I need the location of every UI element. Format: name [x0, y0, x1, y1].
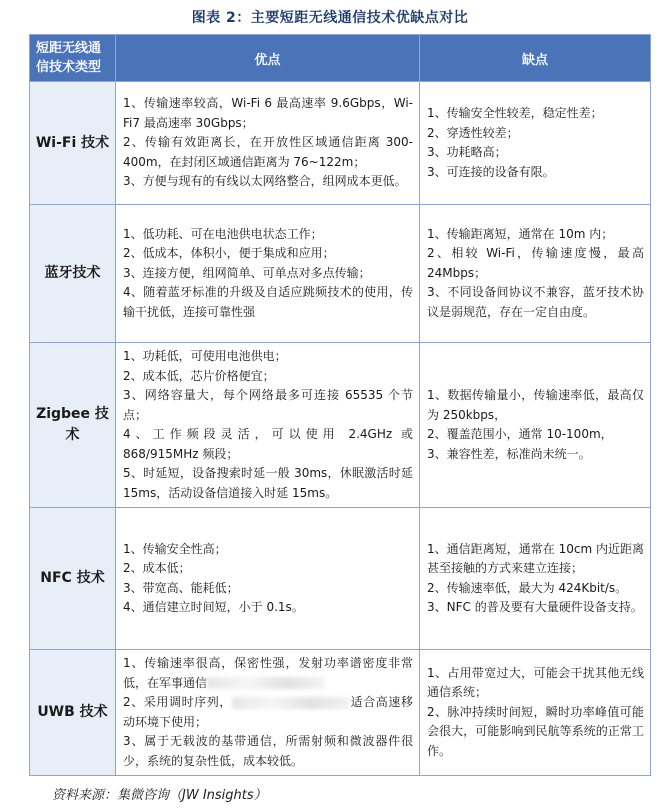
- table-row-wifi: [30, 82, 651, 205]
- pros-uwb: [116, 650, 420, 776]
- header-pros: 优点: [116, 35, 420, 82]
- pros-nfc: [116, 508, 420, 650]
- pros-item: [123, 654, 413, 693]
- pros-text: 适合高速移动环境下使用；: [123, 695, 413, 729]
- table-header-row: [30, 35, 651, 82]
- pros-item: 3、网络容量大，每个网络最多可连接 65535 个节点；: [123, 388, 413, 422]
- pros-item: 3、方便与现有的有线以太网络整合，组网成本更低。: [123, 174, 407, 189]
- pros-item: 3、带宽高、能耗低；: [123, 580, 239, 595]
- cons-item: 1、传输安全性较差，稳定性差；: [427, 106, 603, 120]
- cons-item: 2、穿透性较差；: [427, 125, 519, 140]
- cons-bluetooth: [420, 205, 651, 343]
- header-tech-type: 短距无线通信技术类型: [30, 35, 116, 82]
- figure-title: 图表 2：主要短距无线通信技术优缺点对比: [191, 10, 469, 26]
- cons-item: 2、脉冲持续时间短，瞬时功率峰值可能会很大，可能影响到民航等系统的正常工作。: [427, 704, 644, 758]
- tech-name-wifi: Wi-Fi 技术: [30, 82, 116, 205]
- pros-item: 2、低成本，体积小，便于集成和应用；: [123, 246, 335, 261]
- pros-zigbee: [116, 343, 420, 508]
- cons-item: 2、相较 Wi-Fi，传输速度慢，最高 24Mbps；: [427, 246, 644, 280]
- pros-item: 1、传输速率较高，Wi-Fi 6 最高速率 9.6Gbps，Wi-Fi7 最高速率 30Gbps；: [123, 96, 413, 130]
- tech-name-bluetooth: 蓝牙技术: [30, 205, 116, 343]
- table-row-bluetooth: [30, 205, 651, 343]
- cons-item: 1、占用带宽过大，可能会干扰其他无线通信系统；: [427, 665, 644, 700]
- pros-item: 5、时延短，设备搜索时延一般 30ms，休眠激活时延 15ms，活动设备信道接入时延 15ms。: [123, 466, 413, 500]
- pros-item: 1、功耗低，可使用电池供电；: [123, 349, 287, 363]
- cons-item: 3、NFC 的普及要有大量硬件设备支持。: [427, 600, 643, 614]
- table-row-uwb: [30, 650, 651, 776]
- redacted-blur: [232, 697, 350, 709]
- pros-item: 1、传输安全性高；: [123, 541, 227, 556]
- pros-item: 2、成本低，芯片价格便宜；: [123, 368, 275, 383]
- pros-text: 1、传输速率很高，保密性强，发射功率谱密度非常低，在军事通信: [123, 656, 413, 690]
- pros-item: 3、属于无载波的基带通信，所需射频和微波器件很少，系统的复杂性低，成本较低。: [123, 734, 413, 768]
- cons-item: 1、传输距离短，通常在 10m 内；: [427, 226, 614, 241]
- cons-item: 2、传输速率低，最大为 424Kbit/s。: [427, 580, 628, 595]
- pros-item: [123, 693, 413, 732]
- pros-text: 2、采用调时序列，: [123, 695, 232, 709]
- source-note: 资料来源：集微咨询（JW Insights）: [52, 788, 267, 803]
- pros-item: 2、传输有效距离长，在开放性区域通信距离 300-400m，在封闭区域通信距离为 76~122m；: [123, 135, 413, 169]
- tech-name-uwb: UWB 技术: [30, 650, 116, 776]
- table-row-nfc: [30, 508, 651, 650]
- cons-nfc: [420, 508, 651, 650]
- redacted-blur: [207, 677, 325, 689]
- pros-item: 4、工作频段灵活，可以使用 2.4GHz 或 868/915MHz 频段；: [123, 427, 413, 461]
- tech-name-nfc: NFC 技术: [30, 508, 116, 650]
- pros-wifi: [116, 82, 420, 205]
- pros-item: 1、低功耗、可在电池供电状态工作；: [123, 226, 323, 241]
- cons-item: 1、数据传输量小，传输速率低，最高仅为 250kbps，: [427, 388, 644, 422]
- tech-name-zigbee: Zigbee 技术: [30, 343, 116, 508]
- cons-item: 3、不同设备间协议不兼容，蓝牙技术协议是弱规范，存在一定自由度。: [427, 285, 644, 319]
- cons-item: 3、功耗略高；: [427, 145, 507, 159]
- pros-item: 3、连接方便，组网简单、可单点对多点传输；: [123, 265, 371, 280]
- header-cons: 缺点: [420, 35, 651, 82]
- pros-bluetooth: [116, 205, 420, 343]
- cons-wifi: [420, 82, 651, 205]
- cons-zigbee: [420, 343, 651, 508]
- comparison-table: [29, 34, 651, 776]
- cons-item: 3、可连接的设备有限。: [427, 164, 555, 179]
- cons-item: 2、覆盖范围小，通常 10-100m，: [427, 427, 613, 441]
- table-row-zigbee: [30, 343, 651, 508]
- pros-item: 2、成本低；: [123, 561, 191, 575]
- pros-item: 4、随着蓝牙标准的升级及自适应跳频技术的使用，传输干扰低，连接可靠性强: [123, 285, 413, 319]
- cons-item: 1、通信距离短，通常在 10cm 内近距离甚至接触的方式来建立连接；: [427, 541, 644, 575]
- cons-item: 3、兼容性差，标准尚未统一。: [427, 446, 591, 461]
- cons-uwb: [420, 650, 651, 776]
- pros-item: 4、通信建立时间短，小于 0.1s。: [123, 600, 304, 614]
